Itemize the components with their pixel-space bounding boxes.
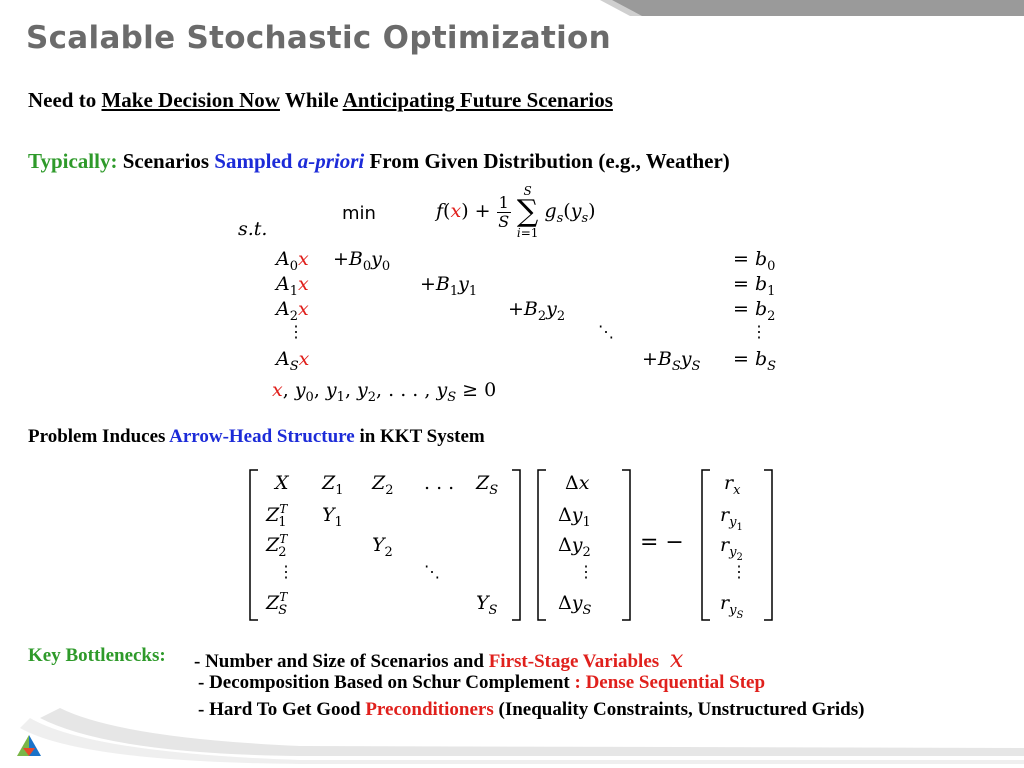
distribution-text: From Given Distribution (e.g., Weather) — [364, 149, 730, 173]
b2y2-term: $+B_2y_2$ — [508, 298, 566, 324]
nonnegativity: x, $y_0$, $y_1$, $y_2$, . . . , $y_S \ge 0$ — [272, 379, 497, 405]
m-ZST: $Z^T_S$ — [266, 590, 288, 618]
bottom-decor-swoosh — [0, 698, 1024, 768]
bottlenecks-label: Key Bottlenecks: — [28, 645, 166, 666]
vdots-right: ⋮ — [751, 322, 767, 341]
rhs-b1: = $b_1$ — [733, 273, 776, 299]
r-y1: $r_{y1}$ — [720, 504, 743, 533]
dense-step-text: : Dense Sequential Step — [574, 672, 766, 693]
m-X: X — [275, 472, 289, 494]
bottleneck-3-suffix: (Inequality Constraints, Unstructured Grids) — [493, 699, 865, 720]
m-vdots: ⋮ — [278, 562, 294, 581]
kkt-prefix: Problem Induces — [28, 426, 170, 447]
v-vdots: ⋮ — [578, 562, 594, 581]
m-Y2: $Y_2$ — [372, 534, 393, 560]
r-y2: $r_{y2}$ — [720, 534, 743, 563]
st-label: s.t. — [238, 218, 268, 240]
bottleneck-item-1 — [194, 645, 683, 673]
m-Z1T: $Z^T_1$ — [266, 502, 288, 530]
preconditioners-text: Preconditioners — [365, 699, 494, 720]
anticipating-text: Anticipating Future Scenarios — [342, 88, 613, 112]
r-x: $r_x$ — [724, 472, 741, 498]
v-dy1: $\Delta y_1$ — [558, 504, 591, 530]
argonne-triangle-logo-icon — [16, 734, 42, 763]
kkt-suffix: in KKT System — [354, 426, 485, 447]
vdots-left: ⋮ — [288, 322, 304, 341]
m-ZS: $Z_S$ — [476, 472, 499, 498]
rhs-b0: = $b_0$ — [733, 248, 776, 274]
slide-title: Scalable Stochastic Optimization — [26, 20, 611, 56]
equals-minus: = − — [640, 530, 684, 555]
m-Z1: $Z_1$ — [322, 472, 344, 498]
bottleneck-1-text: - Number and Size of Scenarios and — [194, 651, 489, 672]
objective-function: f(x) + $\frac{1}{S}$ S ∑ i=1 $g_s(y_s)$ — [436, 184, 596, 240]
bsys-term: $+B_Sy_S$ — [642, 348, 701, 374]
m-dots: . . . — [424, 472, 455, 494]
v-dyS: $\Delta y_S$ — [558, 592, 592, 618]
m-Z2: $Z_2$ — [372, 472, 394, 498]
apriori-text: a-priori — [297, 149, 365, 173]
ddots-mid: ⋱ — [598, 322, 614, 341]
rhs-bs: = $b_S$ — [733, 348, 777, 374]
typically-label: Typically: — [28, 149, 118, 173]
b1y1-term: $+B_1y_1$ — [420, 273, 478, 299]
bottleneck-3-text: - Hard To Get Good — [198, 699, 366, 720]
decision-prefix: Need to — [28, 88, 102, 112]
min-operator: min — [342, 203, 376, 224]
bottleneck-item-2 — [198, 672, 765, 694]
x-variable-symbol: x — [669, 645, 684, 673]
m-ddots: ⋱ — [424, 562, 440, 581]
sampled-text: Sampled — [214, 149, 298, 173]
v-dx: Δx — [565, 472, 590, 494]
rhs-b2: = $b_2$ — [733, 298, 776, 324]
r-yS: $r_{yS}$ — [720, 592, 744, 621]
b0y0-term: $+B_0y_0$ — [333, 248, 391, 274]
constraint-row-s: $A_Sx$ — [276, 348, 310, 374]
decision-now-text: Make Decision Now — [101, 88, 280, 112]
r-vdots: ⋮ — [731, 562, 747, 581]
first-stage-text: First-Stage Variables — [488, 651, 660, 672]
m-YS: $Y_S$ — [476, 592, 498, 618]
scenarios-text: Scenarios — [117, 149, 215, 173]
bottleneck-2-text: - Decomposition Based on Schur Complement — [198, 672, 575, 693]
constraint-row-0: $A_0x$ — [276, 248, 309, 274]
constraint-row-1: $A_1x$ — [276, 273, 309, 299]
while-text: While — [279, 88, 343, 112]
constraint-row-2: $A_2x$ — [276, 298, 309, 324]
v-dy2: $\Delta y_2$ — [558, 534, 591, 560]
m-Z2T: $Z^T_2$ — [266, 532, 288, 560]
arrow-head-text: Arrow-Head Structure — [169, 426, 355, 447]
m-Y1: $Y_1$ — [322, 504, 343, 530]
